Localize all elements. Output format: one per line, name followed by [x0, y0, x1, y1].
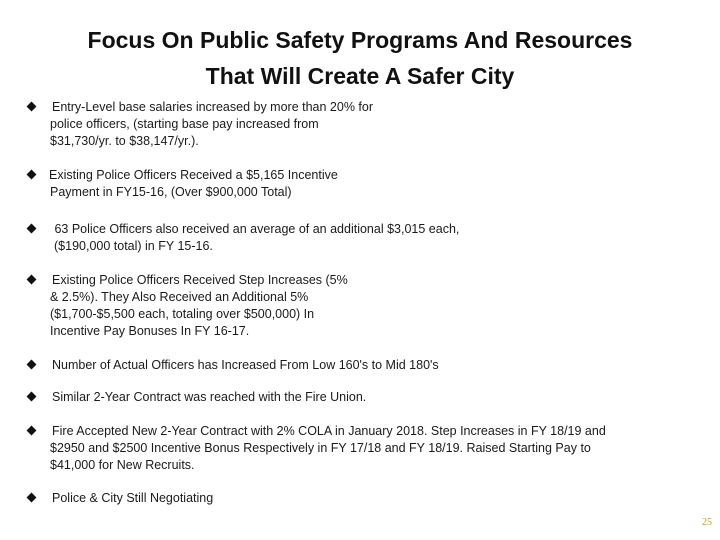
diamond-bullet-icon: [27, 392, 37, 402]
bullet-line: ($1,700-$5,500 each, totaling over $500,000) In: [50, 307, 315, 321]
bullet-line: ($190,000 total) in FY 15-16.: [54, 239, 213, 253]
bullet-line: 63 Police Officers also received an average of an additional $3,015 each,: [51, 222, 460, 236]
bullet-line: & 2.5%). They Also Received an Additional 5%: [50, 290, 309, 304]
diamond-bullet-icon: [27, 360, 37, 370]
bullet-line: $31,730/yr. to $38,147/yr.).: [50, 134, 199, 148]
bullet-line: Fire Accepted New 2-Year Contract with 2% COLA in January 2018. Step Increases in FY 18/19 and: [52, 424, 606, 438]
bullet-line: $2950 and $2500 Incentive Bonus Respectively in FY 17/18 and FY 18/19. Raised Starting Pay to: [50, 441, 591, 455]
diamond-bullet-icon: [27, 170, 37, 180]
diamond-bullet-icon: [27, 102, 37, 112]
bullet-line: Incentive Pay Bonuses In FY 16-17.: [50, 324, 250, 338]
bullet-line: Existing Police Officers Received a $5,165 Incentive: [49, 168, 338, 182]
bullet-line: police officers, (starting base pay increased from: [50, 117, 319, 131]
bullet-line: $41,000 for New Recruits.: [50, 458, 195, 472]
slide-title: [20, 22, 700, 94]
diamond-bullet-icon: [27, 493, 37, 503]
slide-title-line-1: Focus On Public Safety Programs And Resources: [87, 27, 633, 53]
bullet-line: Entry-Level base salaries increased by more than 20% for: [52, 100, 373, 114]
slide-title-line-2: That Will Create A Safer City: [205, 63, 515, 89]
page-number: 25: [702, 517, 712, 528]
bullet-line: Number of Actual Officers has Increased From Low 160's to Mid 180's: [52, 358, 439, 372]
bullet-line: Payment in FY15-16, (Over $900,000 Total): [50, 185, 292, 199]
bullet-line: Similar 2-Year Contract was reached with the Fire Union.: [52, 390, 367, 404]
diamond-bullet-icon: [27, 275, 37, 285]
diamond-bullet-icon: [27, 426, 37, 436]
diamond-bullet-icon: [27, 224, 37, 234]
bullet-line: Police & City Still Negotiating: [52, 491, 214, 505]
bullet-line: Existing Police Officers Received Step Increases (5%: [52, 273, 348, 287]
